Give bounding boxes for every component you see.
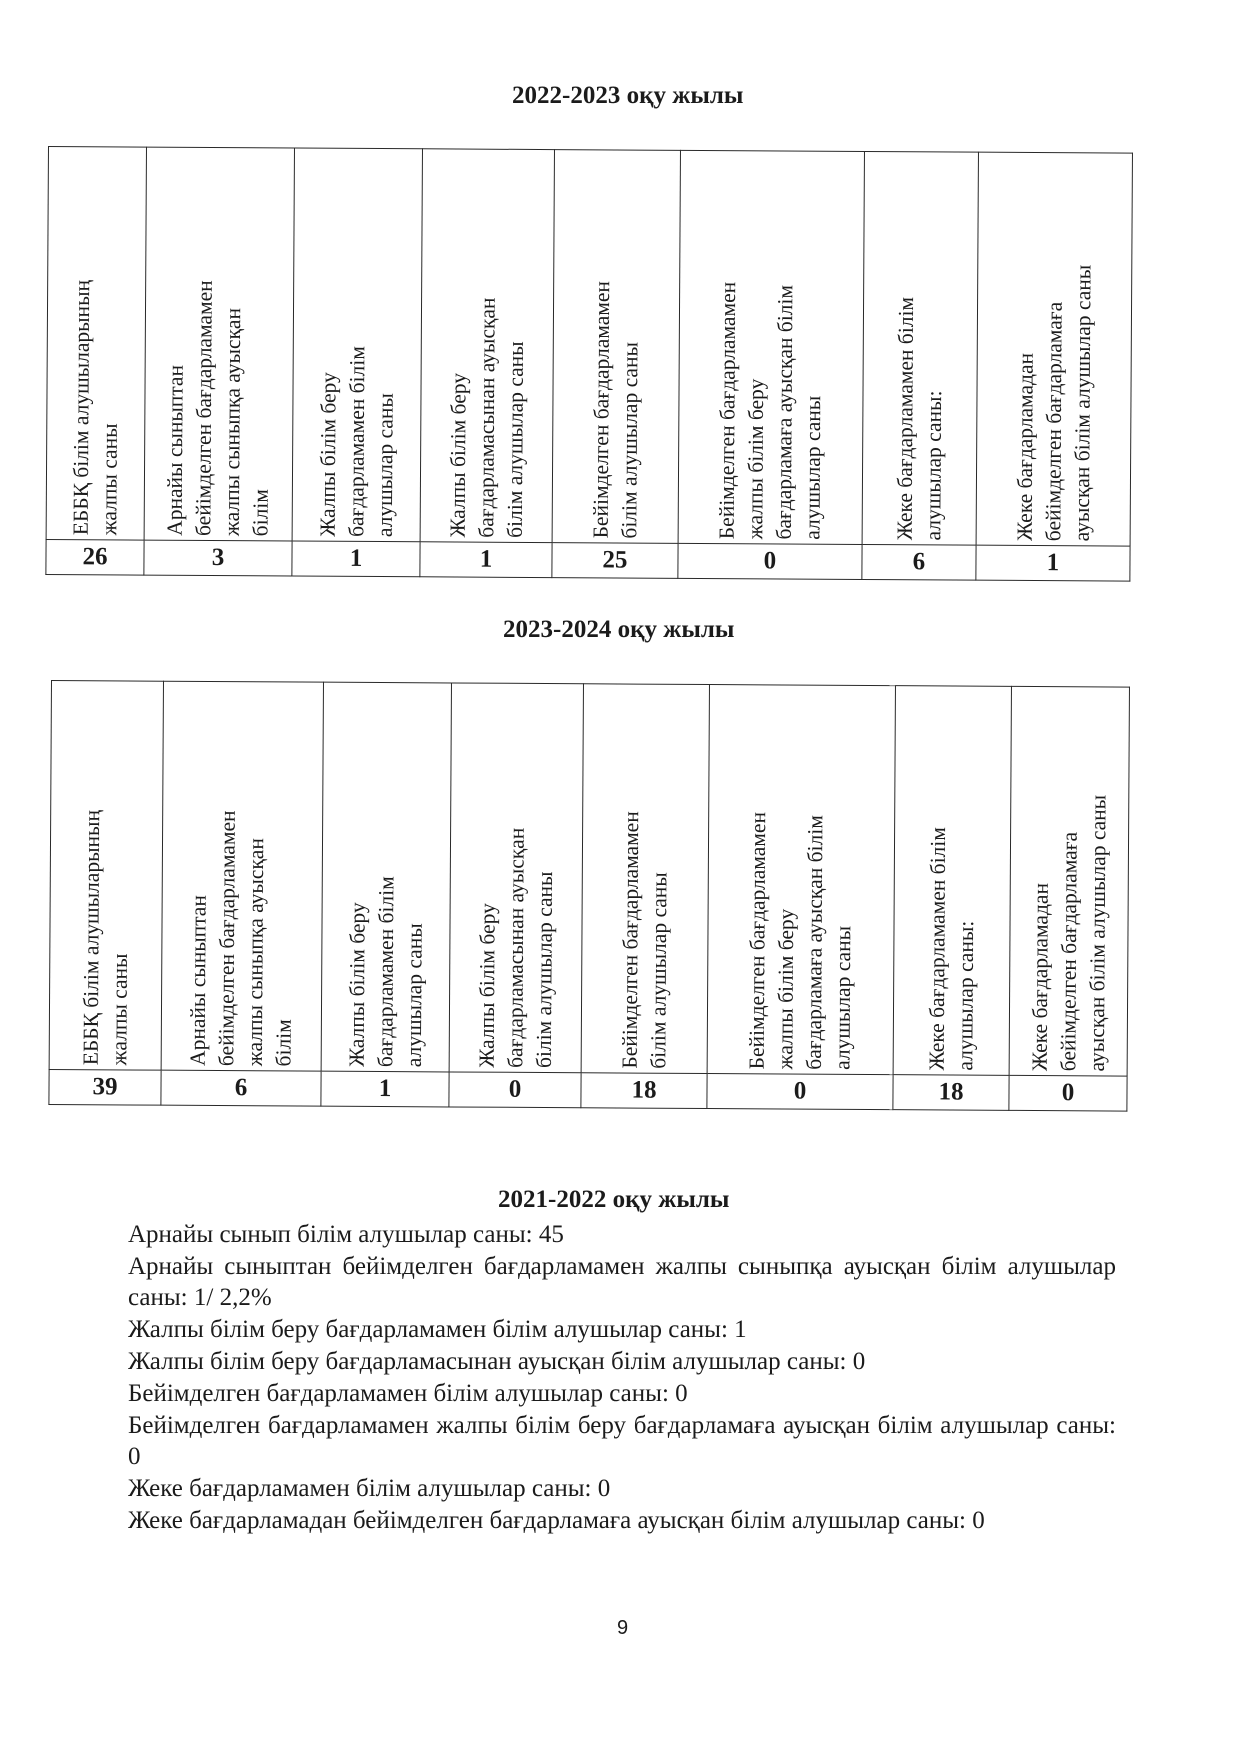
header-cell: Арнайы сыныптан бейімделген бағдарламамен жалпы сыныпқа ауысқан білім (144, 147, 294, 541)
header-cell: Жалпы білім беру бағдарламасынан ауысқан білім алушылар саны (449, 683, 583, 1073)
stats-table-2022-2023 (45, 146, 1133, 582)
header-cell: Жалпы білім беру бағдарламасынан ауысқан білім алушылар саны (420, 149, 554, 543)
header-cell: Жеке бағдарламадан бейімделген бағдарламаға ауысқан білім алушылар саны (1009, 686, 1129, 1076)
value-cell: 39 (49, 1069, 161, 1105)
text-line: Жеке бағдарламадан бейімделген бағдарламаға ауысқан білім алушылар саны: 0 (128, 1507, 985, 1534)
header-cell: Арнайы сыныптан бейімделген бағдарламамен жалпы сыныпқа ауысқан білім (161, 681, 323, 1071)
value-cell: 0 (449, 1072, 581, 1108)
table-header-row (46, 147, 1132, 547)
value-cell: 0 (678, 543, 862, 579)
table-value-row (49, 1069, 1127, 1111)
section-title-2022-2023: 2022-2023 оқу жылы (512, 82, 744, 109)
value-cell: 3 (144, 540, 292, 576)
value-cell: 0 (1009, 1075, 1127, 1111)
stats-table-2023-2024 (48, 680, 1130, 1112)
header-cell: Жалпы білім беру бағдарламамен білім алушылар саны (292, 148, 422, 542)
text-line: Арнайы сыныптан бейімделген бағдарламамен жалпы сыныпқа ауысқан білім алушылар саны: 1/ 2,2% (128, 1253, 1116, 1311)
text-line: Жалпы білім беру бағдарламасынан ауысқан білім алушылар саны: 0 (128, 1348, 866, 1375)
value-cell: 1 (976, 545, 1130, 581)
text-line: Бейімделген бағдарламамен жалпы білім беру бағдарламаға ауысқан білім алушылар саны: 0 (128, 1412, 1116, 1470)
text-line: Арнайы сынып білім алушылар саны: 45 (128, 1221, 564, 1248)
header-cell: Бейімделген бағдарламамен жалпы білім беру бағдарламаға ауысқан білім алушылар саны (707, 685, 895, 1075)
section-title-2023-2024: 2023-2024 оқу жылы (503, 616, 735, 643)
header-cell: ЕББҚ білім алушыларының жалпы саны (46, 147, 146, 541)
text-line: Жеке бағдарламамен білім алушылар саны: 0 (128, 1475, 611, 1502)
page-number: 9 (617, 1617, 629, 1639)
value-cell: 0 (707, 1074, 893, 1110)
value-cell: 25 (552, 543, 678, 579)
header-cell: Жеке бағдарламамен білім алушылар саны: (893, 686, 1011, 1076)
header-cell: Жеке бағдарламадан бейімделген бағдарламаға ауысқан білім алушылар саны (976, 152, 1132, 546)
value-cell: 18 (581, 1073, 707, 1109)
header-cell: ЕББҚ білім алушыларының жалпы саны (49, 681, 163, 1071)
text-line: Бейімделген бағдарламамен білім алушылар саны: 0 (128, 1380, 688, 1407)
header-cell: Бейімделген бағдарламамен жалпы білім беру бағдарламаға ауысқан білім алушылар саны (678, 150, 864, 544)
value-cell: 1 (292, 541, 420, 577)
header-cell: Жеке бағдарламамен білім алушылар саны: (862, 151, 978, 545)
header-cell: Бейімделген бағдарламамен білім алушылар саны (552, 150, 680, 544)
value-cell: 6 (862, 544, 976, 580)
header-cell: Жалпы білім беру бағдарламамен білім алушылар саны (321, 682, 451, 1072)
text-line: Жалпы білім беру бағдарламамен білім алушылар саны: 1 (128, 1316, 747, 1343)
table-header-row (49, 681, 1129, 1077)
value-cell: 26 (46, 539, 144, 575)
header-cell: Бейімделген бағдарламамен білім алушылар саны (581, 684, 709, 1074)
value-cell: 1 (321, 1071, 449, 1107)
value-cell: 1 (420, 542, 552, 578)
value-cell: 18 (893, 1075, 1009, 1111)
value-cell: 6 (161, 1070, 321, 1106)
section-title-2021-2022: 2021-2022 оқу жылы (498, 1186, 730, 1213)
table-value-row (46, 539, 1130, 581)
